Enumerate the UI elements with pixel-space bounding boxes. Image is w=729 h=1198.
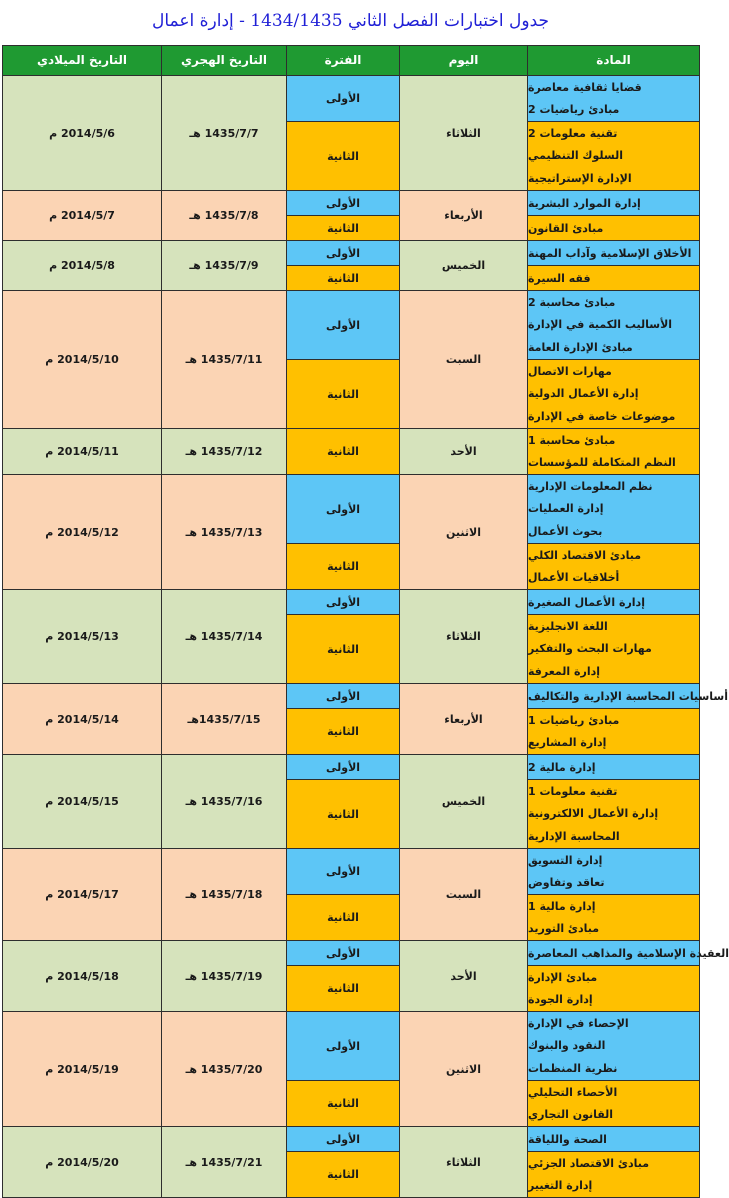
subject-name: إدارة الجودة — [528, 993, 593, 1007]
header-row — [3, 46, 700, 76]
subject-name: إدارة مالية 2 — [528, 760, 596, 774]
subject-name: إدارة التسويق — [528, 853, 603, 867]
period-cell: الثانية — [287, 615, 400, 684]
period-cell: الأولى — [287, 241, 400, 266]
subject-name: مبادئ رياضيات 2 — [528, 103, 620, 117]
subject-cell — [528, 191, 700, 216]
table-row — [3, 684, 700, 709]
subject-list — [528, 615, 699, 683]
subject-cell — [528, 1012, 700, 1081]
subject-cell — [528, 291, 700, 360]
subject-name: بحوث الأعمال — [528, 525, 603, 539]
subject-name: تعاقد وتفاوض — [528, 876, 605, 890]
subject-name: مهارات الاتصال — [528, 364, 612, 378]
subject-cell — [528, 755, 700, 780]
subject-list — [528, 941, 729, 965]
subject-list — [528, 291, 699, 359]
subject-cell — [528, 709, 700, 755]
table-row — [3, 1012, 700, 1081]
subject-list — [528, 590, 699, 614]
col-header-day: اليوم — [400, 46, 528, 76]
day-cell: السبت — [400, 849, 528, 941]
day-cell: الاثنين — [400, 475, 528, 590]
subject-name: السلوك التنظيمي — [528, 149, 623, 163]
gregorian-date-cell: 2014/5/6 م — [3, 76, 162, 191]
table-row — [3, 1127, 700, 1152]
subject-cell — [528, 76, 700, 122]
subject-cell — [528, 895, 700, 941]
subject-name: موضوعات خاصة في الإدارة — [528, 410, 676, 424]
subject-name: إدارة التغيير — [528, 1179, 593, 1193]
day-cell: الاثنين — [400, 1012, 528, 1127]
table-row — [3, 429, 700, 475]
subject-list — [528, 709, 699, 754]
subject-name: تقنية معلومات 2 — [528, 126, 618, 140]
table-row — [3, 191, 700, 216]
subject-list — [528, 429, 699, 474]
subject-cell — [528, 360, 700, 429]
day-cell: الأحد — [400, 429, 528, 475]
subject-name: الإدارة الإستراتيجية — [528, 172, 632, 186]
col-header-hijri-date: التاريخ الهجري — [162, 46, 287, 76]
subject-name: الأحصاء التحليلي — [528, 1085, 618, 1099]
subject-name: الأخلاق الإسلامية وآداب المهنة — [528, 246, 692, 260]
subject-cell — [528, 684, 728, 709]
subject-cell — [528, 780, 700, 849]
subject-name: إدارة الأعمال الصغيرة — [528, 595, 645, 609]
exam-schedule-table — [2, 45, 729, 1198]
subject-name: مبادئ التوريد — [528, 922, 600, 936]
subject-cell — [528, 966, 700, 1012]
day-cell: الأربعاء — [400, 191, 528, 241]
subject-list — [528, 1127, 699, 1151]
hijri-date-cell: 1435/7/13 هـ — [162, 475, 287, 590]
subject-list — [528, 216, 699, 240]
page-title: جدول اختبارات الفصل الثاني 1434/1435 - إدارة اعمال — [151, 11, 550, 31]
subject-list — [528, 1012, 699, 1080]
subject-cell — [528, 941, 729, 966]
day-cell: السبت — [400, 291, 528, 429]
subject-list — [528, 360, 699, 428]
subject-name: فقه السيرة — [528, 271, 591, 285]
table-row — [3, 755, 700, 780]
table-row — [3, 291, 700, 360]
table-row — [3, 590, 700, 615]
col-header-subject: المادة — [528, 46, 700, 76]
subject-list — [528, 849, 699, 894]
gregorian-date-cell: 2014/5/12 م — [3, 475, 162, 590]
period-cell: الثانية — [287, 780, 400, 849]
hijri-date-cell: 1435/7/15هـ — [162, 684, 287, 755]
table-row — [3, 849, 700, 895]
period-cell: الأولى — [287, 475, 400, 544]
subject-name: المحاسبة الإدارية — [528, 830, 620, 844]
period-cell: الثانية — [287, 429, 400, 475]
subject-name: الصحة واللياقة — [528, 1132, 607, 1146]
gregorian-date-cell: 2014/5/10 م — [3, 291, 162, 429]
subject-list — [528, 76, 699, 121]
period-cell: الأولى — [287, 941, 400, 966]
subject-name: مهارات البحث والتفكير — [528, 642, 652, 656]
subject-name: النقود والبنوك — [528, 1039, 606, 1053]
subject-name: أخلاقيات الأعمال — [528, 571, 620, 585]
period-cell: الأولى — [287, 849, 400, 895]
period-cell: الثانية — [287, 1081, 400, 1127]
gregorian-date-cell: 2014/5/20 م — [3, 1127, 162, 1198]
period-cell: الأولى — [287, 755, 400, 780]
subject-name: إدارة الأعمال الالكترونية — [528, 807, 659, 821]
subject-list — [528, 755, 699, 779]
gregorian-date-cell: 2014/5/15 م — [3, 755, 162, 849]
subject-name: مبادئ محاسبة 1 — [528, 433, 616, 447]
subject-name: نظرية المنظمات — [528, 1062, 618, 1076]
subject-cell — [528, 849, 700, 895]
hijri-date-cell: 1435/7/16 هـ — [162, 755, 287, 849]
period-cell: الأولى — [287, 684, 400, 709]
subject-name: إدارة مالية 1 — [528, 899, 596, 913]
gregorian-date-cell: 2014/5/8 م — [3, 241, 162, 291]
day-cell: الثلاثاء — [400, 590, 528, 684]
subject-name: القانون التجاري — [528, 1108, 614, 1122]
subject-list — [528, 475, 699, 543]
subject-name: اللغة الانجليزية — [528, 619, 608, 633]
subject-name: النظم المتكاملة للمؤسسات — [528, 456, 676, 470]
subject-name: أساسيات المحاسبة الإدارية والتكاليف — [528, 689, 728, 703]
period-cell: الثانية — [287, 709, 400, 755]
day-cell: الأحد — [400, 941, 528, 1012]
hijri-date-cell: 1435/7/11 هـ — [162, 291, 287, 429]
subject-name: مبادئ الاقتصاد الكلي — [528, 548, 642, 562]
subject-name: مبادئ القانون — [528, 221, 604, 235]
hijri-date-cell: 1435/7/14 هـ — [162, 590, 287, 684]
period-cell: الثانية — [287, 1152, 400, 1198]
subject-list — [528, 191, 699, 215]
hijri-date-cell: 1435/7/21 هـ — [162, 1127, 287, 1198]
table-row — [3, 941, 700, 966]
period-cell: الثانية — [287, 966, 400, 1012]
gregorian-date-cell: 2014/5/17 م — [3, 849, 162, 941]
period-cell: الأولى — [287, 590, 400, 615]
subject-cell — [528, 241, 700, 266]
hijri-date-cell: 1435/7/19 هـ — [162, 941, 287, 1012]
schedule-body — [3, 76, 729, 1198]
subject-list — [528, 895, 699, 940]
hijri-date-cell: 1435/7/7 هـ — [162, 76, 287, 191]
subject-list — [528, 241, 699, 265]
subject-name: الأساليب الكمية في الإدارة — [528, 318, 673, 332]
table-row — [3, 76, 700, 122]
period-cell: الأولى — [287, 1012, 400, 1081]
subject-list — [528, 122, 699, 190]
period-cell: الثانية — [287, 122, 400, 191]
subject-name: مبادئ محاسبة 2 — [528, 295, 616, 309]
table-row — [3, 241, 700, 266]
day-cell: الخميس — [400, 241, 528, 291]
day-cell: الأربعاء — [400, 684, 528, 755]
subject-list — [528, 266, 699, 290]
col-header-gregorian-date: التاريخ الميلادي — [3, 46, 162, 76]
period-cell: الأولى — [287, 1127, 400, 1152]
subject-name: مبادئ رياضيات 1 — [528, 713, 620, 727]
hijri-date-cell: 1435/7/8 هـ — [162, 191, 287, 241]
subject-list — [528, 966, 699, 1011]
subject-cell — [528, 1081, 700, 1127]
subject-name: تقنية معلومات 1 — [528, 784, 618, 798]
subject-cell — [528, 590, 700, 615]
subject-name: إدارة المشاريع — [528, 736, 607, 750]
period-cell: الثانية — [287, 216, 400, 241]
day-cell: الثلاثاء — [400, 1127, 528, 1198]
subject-cell — [528, 122, 700, 191]
subject-list — [528, 780, 699, 848]
subject-name: الإحصاء في الإدارة — [528, 1016, 629, 1030]
subject-name: مبادئ الاقتصاد الجزئي — [528, 1156, 650, 1170]
period-cell: الأولى — [287, 76, 400, 122]
period-cell: الثانية — [287, 360, 400, 429]
subject-name: مبادئ الإدارة العامة — [528, 341, 633, 355]
gregorian-date-cell: 2014/5/19 م — [3, 1012, 162, 1127]
subject-list — [528, 1152, 699, 1197]
period-cell: الثانية — [287, 544, 400, 590]
day-cell: الخميس — [400, 755, 528, 849]
gregorian-date-cell: 2014/5/7 م — [3, 191, 162, 241]
subject-name: نظم المعلومات الإدارية — [528, 479, 653, 493]
period-cell: الأولى — [287, 291, 400, 360]
subject-cell — [528, 1152, 700, 1198]
subject-cell — [528, 1127, 700, 1152]
subject-cell — [528, 429, 700, 475]
subject-name: إدارة العمليات — [528, 502, 604, 516]
subject-name: العقيدة الإسلامية والمذاهب المعاصرة — [528, 946, 729, 960]
hijri-date-cell: 1435/7/12 هـ — [162, 429, 287, 475]
subject-cell — [528, 266, 700, 291]
col-header-period: الفترة — [287, 46, 400, 76]
subject-cell — [528, 216, 700, 241]
gregorian-date-cell: 2014/5/18 م — [3, 941, 162, 1012]
period-cell: الثانية — [287, 266, 400, 291]
subject-cell — [528, 475, 700, 544]
gregorian-date-cell: 2014/5/11 م — [3, 429, 162, 475]
subject-name: إدارة الأعمال الدولية — [528, 387, 639, 401]
hijri-date-cell: 1435/7/20 هـ — [162, 1012, 287, 1127]
hijri-date-cell: 1435/7/9 هـ — [162, 241, 287, 291]
subject-cell — [528, 544, 700, 590]
day-cell: الثلاثاء — [400, 76, 528, 191]
gregorian-date-cell: 2014/5/13 م — [3, 590, 162, 684]
hijri-date-cell: 1435/7/18 هـ — [162, 849, 287, 941]
period-cell: الثانية — [287, 895, 400, 941]
subject-name: إدارة المعرفة — [528, 665, 601, 679]
subject-list — [528, 544, 699, 589]
table-row — [3, 475, 700, 544]
subject-list — [528, 1081, 699, 1126]
period-cell: الأولى — [287, 191, 400, 216]
subject-list — [528, 684, 728, 708]
subject-name: مبادئ الإدارة — [528, 970, 598, 984]
subject-name: قضايا ثقافية معاصرة — [528, 80, 642, 94]
gregorian-date-cell: 2014/5/14 م — [3, 684, 162, 755]
subject-name: إدارة الموارد البشرية — [528, 196, 641, 210]
subject-cell — [528, 615, 700, 684]
